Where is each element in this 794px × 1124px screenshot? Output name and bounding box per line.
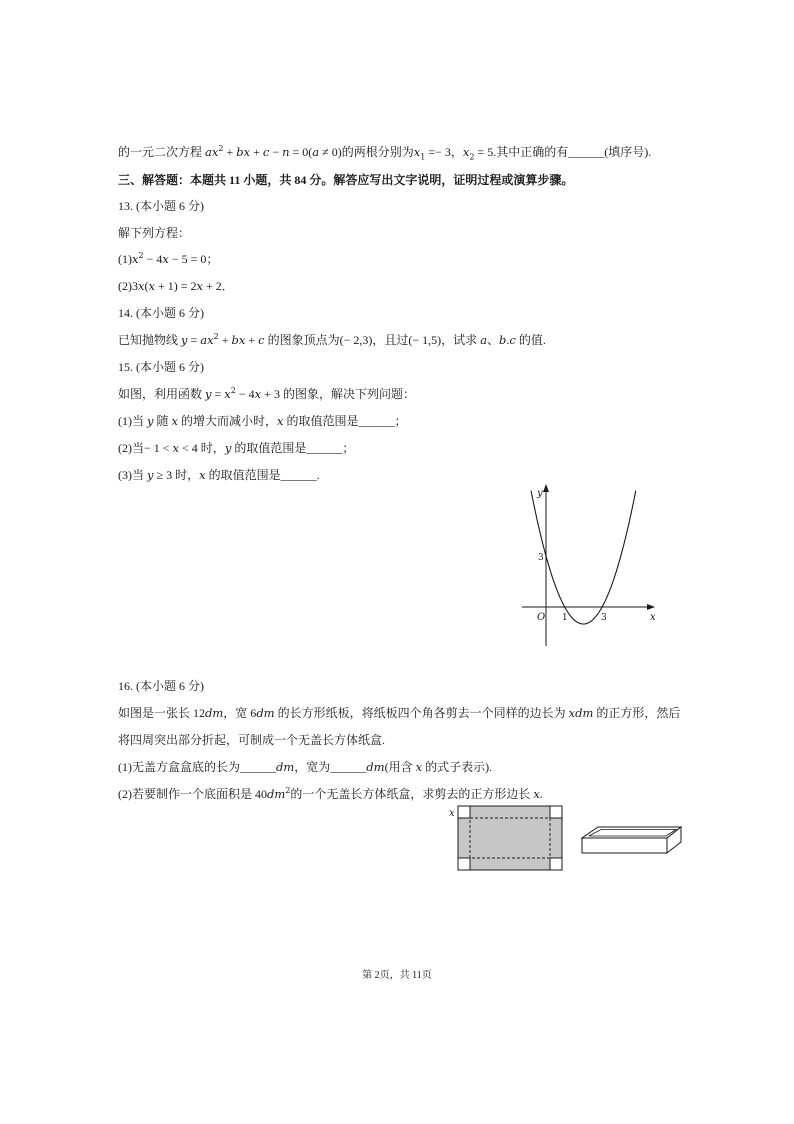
corner-square-top-left — [458, 806, 470, 818]
y-axis-label: y — [537, 488, 543, 499]
text-run: 的值. — [515, 333, 546, 347]
text-run: 、 — [487, 333, 500, 347]
text-run: 的长方形纸板，将纸板四个角各剪去一个同样的边长为 — [274, 706, 569, 720]
math-variable: y — [205, 387, 212, 401]
text-run: < 4 时， — [179, 441, 225, 455]
x-tick-label: 3 — [601, 613, 607, 623]
parabola-graph — [515, 480, 660, 650]
math-variable: dm — [267, 787, 286, 801]
text-run: ( — [144, 279, 149, 293]
superscript: 2 — [138, 251, 144, 260]
text-run: 如图，利用函数 — [118, 387, 206, 401]
question-16-body-line-2: 将四周突出部分折起，可制成一个无盖长方体纸盒. — [118, 733, 386, 747]
text-run: 的一个无盖长方体纸盒，求剪去的正方形边长 — [290, 787, 534, 801]
text-run: + 2． — [203, 279, 234, 293]
text-run: (2)当− 1 < — [118, 441, 173, 455]
math-variable: dm — [205, 706, 224, 720]
math-variable: c — [258, 333, 265, 347]
y-axis-arrow — [543, 484, 549, 492]
text-run: = 5.其中正确的有______(填序号). — [474, 145, 652, 159]
text-run: + — [245, 333, 259, 347]
question-13-part-2 — [118, 278, 234, 294]
math-variable: x — [132, 252, 139, 266]
y-tick-label: 3 — [538, 553, 544, 563]
math-variable: x — [533, 787, 540, 801]
origin-label: O — [537, 612, 546, 623]
question-16-header: 16. (本小题 6 分) — [118, 679, 204, 693]
question-13-part-1 — [118, 251, 218, 267]
text-run: 的一元二次方程 — [118, 145, 206, 159]
math-variable: n — [282, 145, 290, 159]
math-variable: x — [277, 414, 284, 428]
math-variable: x — [199, 468, 206, 482]
text-run: 的式子表示). — [422, 760, 493, 774]
text-run: 随 — [153, 414, 172, 428]
continuation-line — [118, 144, 651, 160]
corner-size-label: x — [449, 808, 455, 819]
math-variable: x — [415, 760, 423, 774]
question-14-header: 14. (本小题 6 分) — [118, 306, 204, 320]
text-run: . — [539, 787, 543, 801]
text-run: + 3 的图象，解决下列问题： — [261, 387, 415, 401]
superscript: 2 — [230, 386, 236, 395]
text-run: (用含 — [384, 760, 416, 774]
math-variable: xdm — [568, 706, 594, 720]
math-variable: y — [224, 441, 232, 455]
math-variable: c — [262, 145, 270, 159]
x-axis-label: x — [650, 612, 656, 623]
x-axis-arrow — [647, 604, 655, 610]
math-variable: a — [312, 145, 320, 159]
text-run: + 1) = 2 — [155, 279, 197, 293]
math-variable: y — [181, 333, 188, 347]
math-variable: x — [171, 414, 179, 428]
parabola-curve — [531, 491, 636, 624]
text-run: = — [187, 333, 201, 347]
text-run: + — [218, 333, 232, 347]
math-variable: c — [509, 333, 516, 347]
text-run: 的图象顶点为(− 2,3)，且过(− 1,5)，试求 — [264, 333, 481, 347]
question-16-body-line-1 — [118, 705, 680, 721]
text-run: 的取值范围是______； — [283, 414, 407, 428]
question-15-part-3 — [118, 467, 320, 483]
question-13-prompt: 解下列方程： — [118, 226, 191, 240]
text-run: ，宽为______ — [294, 760, 367, 774]
math-variable: x — [148, 279, 155, 293]
cardboard-sheet — [458, 806, 562, 870]
math-variable: x — [162, 252, 169, 266]
math-variable: y — [147, 414, 154, 428]
question-14-body — [118, 332, 546, 348]
text-run: ，宽 6 — [223, 706, 257, 720]
page-footer: 第 2页，共 11页 — [362, 970, 432, 981]
text-run: 已知抛物线 — [118, 333, 182, 347]
text-run: − — [269, 145, 283, 159]
superscript: 2 — [213, 332, 219, 341]
math-variable: x — [172, 441, 180, 455]
text-run: (1)无盖方盒盒底的长为______ — [118, 760, 276, 774]
math-variable: x — [224, 387, 231, 401]
math-variable: x — [138, 279, 145, 293]
text-run: (1) — [118, 252, 132, 266]
math-variable: y — [147, 468, 154, 482]
math-variable: x — [413, 145, 421, 159]
question-15-header: 15. (本小题 6 分) — [118, 360, 204, 374]
math-variable: b — [499, 333, 507, 347]
text-run: 如图是一张长 12 — [118, 706, 206, 720]
text-run: . — [506, 333, 510, 347]
question-15-part-1 — [118, 413, 407, 429]
text-run: 的取值范围是______. — [205, 468, 320, 482]
superscript: 2 — [218, 144, 224, 153]
math-variable: bx — [236, 145, 251, 159]
math-variable: x — [254, 387, 262, 401]
corner-square-bottom-right — [550, 858, 562, 870]
math-variable: dm — [366, 760, 385, 774]
math-variable: ax — [200, 333, 214, 347]
x-tick-label: 1 — [562, 613, 568, 623]
section-heading: 三、解答题：本题共 11 小题，共 84 分。解答应写出文字说明，证明过程或演算步骤。 — [118, 173, 574, 187]
text-run: (1)当 — [118, 414, 147, 428]
math-variable: dm — [256, 706, 275, 720]
question-15-intro — [118, 386, 415, 402]
corner-square-top-right — [550, 806, 562, 818]
box-front-face — [582, 838, 667, 853]
text-run: = 0( — [289, 145, 313, 159]
text-run: ≥ 3 时， — [153, 468, 200, 482]
math-variable: x — [462, 145, 470, 159]
question-16-part-1 — [118, 759, 492, 775]
question-15-part-2 — [118, 440, 354, 456]
text-run: − 4 — [235, 387, 255, 401]
math-variable: bx — [231, 333, 246, 347]
text-run: − 5 = 0； — [168, 252, 219, 266]
question-13-header: 13. (本小题 6 分) — [118, 199, 204, 213]
text-run: (3)当 — [118, 468, 147, 482]
text-run: − 4 — [143, 252, 163, 266]
text-run: + — [223, 145, 237, 159]
text-run: =− 3， — [425, 145, 463, 159]
text-run: 的增大而减小时， — [178, 414, 278, 428]
math-variable: dm — [276, 760, 295, 774]
corner-square-bottom-left — [458, 858, 470, 870]
text-run: 的取值范围是______； — [231, 441, 355, 455]
math-variable: ax — [205, 145, 219, 159]
text-run: (2)若要制作一个底面积是 40 — [118, 787, 267, 801]
math-variable: x — [196, 279, 204, 293]
text-run: = — [211, 387, 225, 401]
text-run: 的正方形，然后 — [593, 706, 681, 720]
text-run: (2)3 — [118, 279, 138, 293]
superscript: 2 — [285, 786, 291, 795]
text-run: + — [250, 145, 263, 159]
text-run: ≠ 0)的两根分别为 — [319, 145, 414, 159]
subscript: 1 — [420, 152, 426, 162]
math-variable: a — [480, 333, 487, 347]
cardboard-box-figure — [447, 800, 687, 880]
subscript: 2 — [469, 152, 475, 162]
